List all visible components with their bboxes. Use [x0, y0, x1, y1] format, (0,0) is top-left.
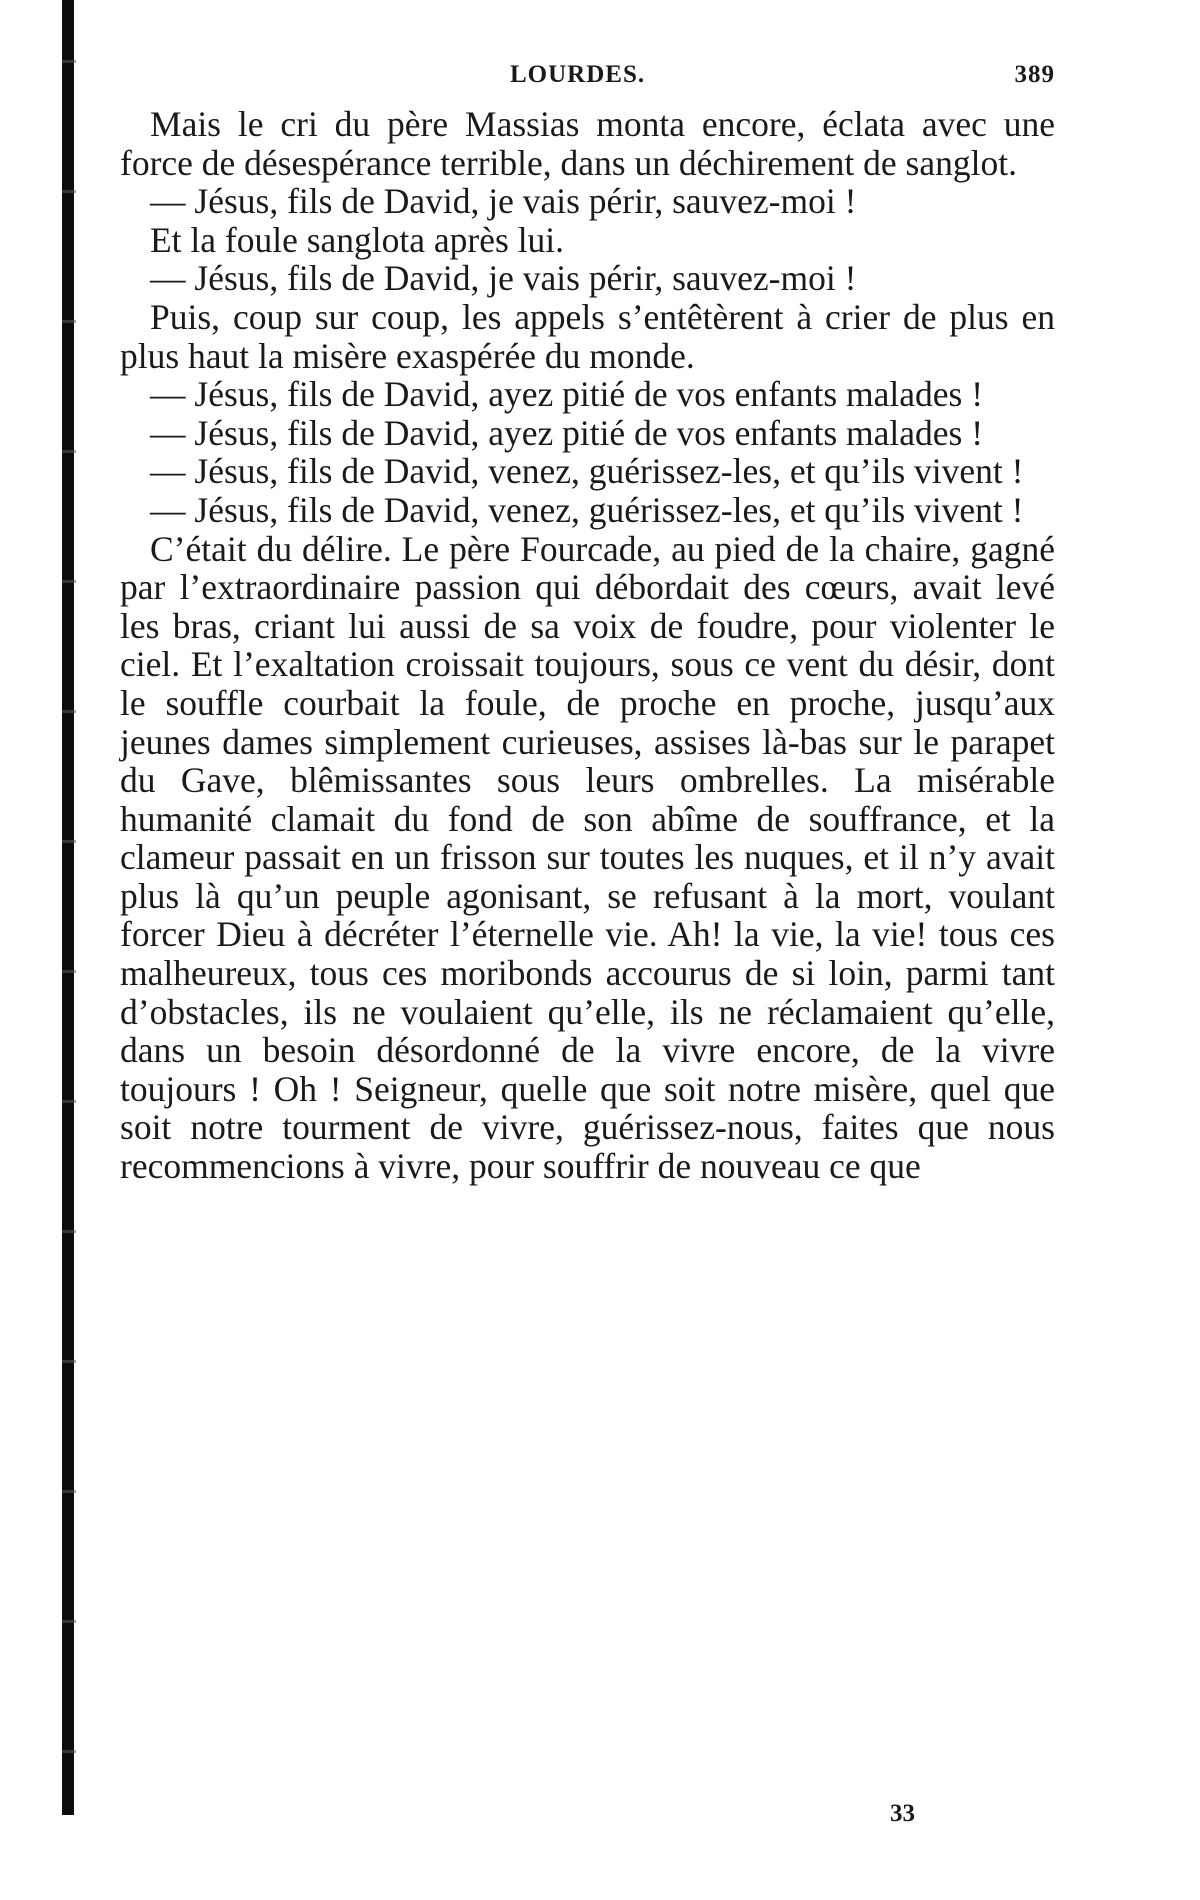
paragraph: — Jésus, fils de David, je vais périr, sauvez-moi !	[150, 181, 857, 222]
book-page	[120, 55, 1055, 1186]
paragraph: — Jésus, fils de David, ayez pitié de vos enfants malades !	[150, 374, 984, 415]
paragraph: Mais le cri du père Massias monta encore, éclata avec une force de désespérance terrible, dans un déchirement de sanglot.	[120, 104, 1055, 183]
body-text	[120, 105, 1055, 1186]
paragraph: — Jésus, fils de David, venez, guérissez-les, et qu’ils vivent !	[150, 451, 1024, 492]
paragraph: Puis, coup sur coup, les appels s’entêtèrent à crier de plus en plus haut la misère exaspérée du monde.	[120, 296, 1055, 376]
paragraph: — Jésus, fils de David, je vais périr, sauvez-moi !	[150, 258, 857, 299]
running-title: LOURDES.	[510, 61, 646, 88]
paragraph: — Jésus, fils de David, ayez pitié de vos enfants malades !	[150, 412, 984, 453]
signature-mark: 33	[890, 1800, 915, 1827]
binding-edge-texture	[62, 0, 76, 1815]
paragraph: Et la foule sanglota après lui.	[150, 219, 565, 260]
paragraph: C’était du délire. Le père Fourcade, au pied de la chaire, gagné par l’extraordinaire passion qui débordait des cœurs, avait levé les bras, criant lui aussi de sa voix de foudre, pour violenter le ciel. Et l’exaltation croissait toujours, sous ce vent du désir, dont le souffle courbait la foule, de proche en proche, jusqu’aux jeunes dames simplement curieuses, assises là-bas sur le parapet du Gave, blêmissantes sous leurs ombrelles. La misérable humanité clamait du fond de son abîme de souffrance, et la clameur passait en un frisson sur toutes les nuques, et il n’y avait plus là qu’un peuple agonisant, se refusant à la mort, voulant forcer Dieu à décréter l’éternelle vie. Ah! la vie, la vie! tous ces malheureux, tous ces moribonds accourus de si loin, parmi tant d’obstacles, ils ne voulaient qu’elle, ils ne réclamaient qu’elle, dans un besoin désordonné de la vivre encore, de la vivre toujours ! Oh ! Seigneur, quelle que soit notre misère, quel que soit notre tourment de vivre, guérissez-nous, faites que nous recommencions à vivre, pour souffrir de nouveau ce que	[120, 528, 1055, 1187]
page-header	[120, 55, 1055, 105]
paragraph: — Jésus, fils de David, venez, guérissez-les, et qu’ils vivent !	[150, 489, 1024, 530]
page-number: 389	[1014, 61, 1055, 88]
